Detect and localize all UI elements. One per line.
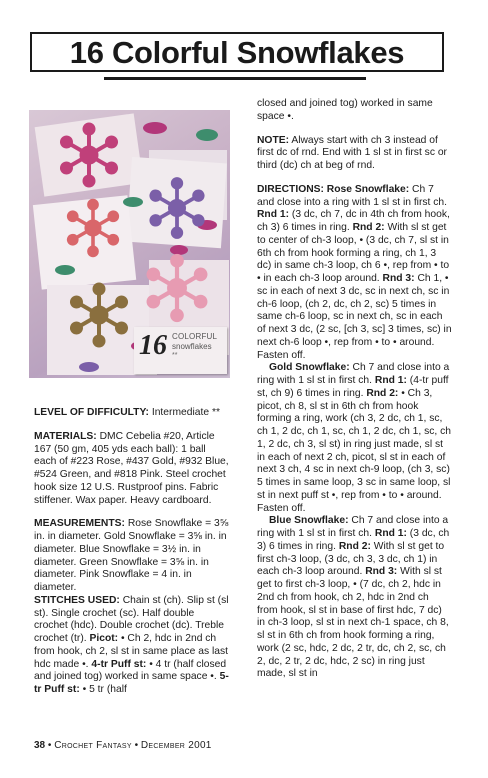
stitches-paragraph	[34, 595, 230, 697]
footer-bullet-2: •	[131, 740, 141, 751]
measurements-text: Rose Snowflake = 3⅝ in. in diameter. Gold Snowflake = 3⅝ in. in diameter. Blue Snowflake = 3½ in. in diameter. Green Snowflake = 3⅝ in. in diameter. Pink Snowflake = 4 in. in diameter.	[34, 518, 229, 593]
rose-rnd2-label: Rnd 2:	[352, 222, 385, 233]
stitches-label: STITCHES USED:	[34, 594, 120, 606]
blue-intro: Ch 7 and close into a ring with 1 sl st in first ch.	[257, 515, 449, 539]
page-number: 38	[34, 740, 46, 751]
blue-rnd2: With sl st get to first ch-3 loop, (3 dc, ch 3, 3 dc, ch 1) in each ch-3 loop around.	[257, 540, 445, 578]
rose-rnd1-label: Rnd 1:	[257, 209, 290, 221]
blue-rnd1: (3 dc, ch 3) 6 times in ring.	[257, 528, 450, 552]
magazine-name: Crochet Fantasy	[54, 740, 132, 751]
page-title: 16 Colorful Snowflakes	[69, 35, 405, 70]
puff5-label: 5-tr Puff st:	[34, 671, 229, 695]
note-text: Always start with ch 3 instead of first dc of rnd. End with 1 sl st in first sc or third (dc) ch at beg of rnd.	[257, 134, 447, 171]
gold-rnd2-label: Rnd 2:	[366, 387, 399, 399]
blue-rnd3-label: Rnd 3:	[365, 566, 398, 578]
rose-intro: Ch 7 and close into a ring with 1 sl st in first ch.	[257, 183, 448, 208]
picot-label: Picot:	[89, 633, 119, 644]
photo-label-word1: COLORFUL	[172, 332, 218, 341]
difficulty-paragraph	[34, 407, 230, 420]
puff4-text: • 4 tr (half closed and joined tog) worked in same space •.	[34, 658, 227, 683]
continued-paragraph: closed and joined tog) worked in same space •.	[257, 98, 433, 122]
stitches-text: Chain st (ch). Slip st (sl st). Single crochet (sc). Half double crochet (hdc). Double crochet (dc). Treble crochet (tr).	[34, 594, 229, 644]
left-column	[34, 407, 230, 697]
puff5-text: • 5 tr (half	[79, 684, 127, 695]
photo-label-number: 16	[139, 330, 167, 361]
blue-rnd1-label: Rnd 1:	[374, 528, 407, 539]
rose-rnd3: Ch 1, • sc in each of next 3 dc, sc in next ch, sc in ch-6 loop, (ch 2, dc, ch 2, sc) 5 times in same ch-6 loop, sc in next ch, sc in each of next 3 dc, (2 sc, [ch 3, sc] 3 times, sc) in next ch-6 loop •, rep from • to • around. Fasten off.	[257, 273, 452, 361]
photo-label-stars: **	[172, 352, 178, 359]
measurements-paragraph	[34, 518, 230, 595]
measurements-label: MEASUREMENTS:	[34, 518, 125, 530]
footer-bullet-1: •	[45, 740, 55, 751]
blue-label: Blue Snowflake:	[269, 515, 349, 527]
rose-rnd3-label: Rnd 3:	[382, 273, 415, 284]
difficulty-label: LEVEL OF DIFFICULTY:	[34, 407, 149, 418]
materials-text: DMC Cebelia #20, Article 167 (50 gm, 405 yds each ball): 1 ball each of #223 Rose, #437 Gold, #932 Blue, #524 Green, and #818 Pink. Steel crochet hook size 12 U.S. Rustproof pins. Fabric stiffener. Wax paper. Heavy cardboard.	[34, 430, 229, 506]
gold-rnd2: • Ch 3, picot, ch 8, sl st in 6th ch from hook forming a ring, work (ch 3, 2 dc, ch 1, sc, ch 1, 2 dc, ch 1, sc, ch 1, 2 dc, ch 1, sc, ch 1, 2 dc, ch 3, sl st) in ring just made, sl st in each of next 2 ch, picot, sl st in each of next 3 ch, 4 sc in next ch-9 loop, (ch 3, sc) 5 times in same loop, 3 sc in same loop, sl st in next puff st •, rep from • to • around. Fasten off.	[257, 387, 452, 514]
note-paragraph	[257, 135, 452, 173]
title-box	[30, 32, 444, 72]
materials-label: MATERIALS:	[34, 430, 97, 442]
blue-rnd3: With sl st get to first ch-3 loop, • (7 dc, ch 2, hdc in 2nd ch from hook, ch 2, hdc in 2nd ch from hook, sl st in base of first hdc, 7 dc) in ch-3 loop, sl st in next ch-1 space, ch 8, sl st in 6th ch from hook forming a ring, work (2 sc, hdc, 2 dc, 2 tr, dc, ch 2, sc, ch 2, dc, 2 tr, 2 dc, hdc, 2 sc) in ring just made, sl st in	[257, 566, 449, 680]
blue-paragraph	[257, 515, 452, 681]
right-column	[257, 98, 452, 681]
puff4-label: 4-tr Puff st:	[91, 658, 147, 670]
blue-rnd2-label: Rnd 2:	[338, 540, 371, 552]
photo-label-word2: snowflakes	[172, 342, 212, 351]
rose-rnd2: With sl st get to center of ch-3 loop, • (3 dc, ch 7, sl st in 6th ch from hook forming a ring, ch 1, 3 dc) in same ch-3 loop, ch 6 •, rep from • to • in each ch-3 loop around.	[257, 222, 450, 284]
rose-rnd1: (3 dc, ch 7, dc in 4th ch from hook, ch 3) 6 times in ring.	[257, 209, 450, 233]
rose-paragraph	[257, 184, 452, 363]
materials-paragraph	[34, 431, 230, 508]
page-footer	[34, 740, 212, 751]
gold-paragraph	[257, 362, 452, 515]
issue-date: December 2001	[140, 740, 212, 751]
gold-label: Gold Snowflake:	[269, 362, 350, 374]
snowflakes-photo	[29, 110, 230, 378]
gold-rnd1-label: Rnd 1:	[374, 375, 407, 386]
title-underline	[104, 77, 366, 80]
gold-rnd1: (4-tr puff st, ch 9) 6 times in ring.	[257, 375, 449, 399]
picot-text: • Ch 2, hdc in 2nd ch from hook, ch 2, sl st in same place as last hdc made •.	[34, 633, 229, 670]
note-label: NOTE:	[257, 134, 290, 146]
difficulty-value: Intermediate **	[148, 407, 220, 418]
gold-intro: Ch 7 and close into a ring with 1 sl st in first ch.	[257, 362, 450, 386]
directions-label: DIRECTIONS: Rose Snowflake:	[257, 183, 410, 195]
photo-label-card	[134, 327, 227, 374]
